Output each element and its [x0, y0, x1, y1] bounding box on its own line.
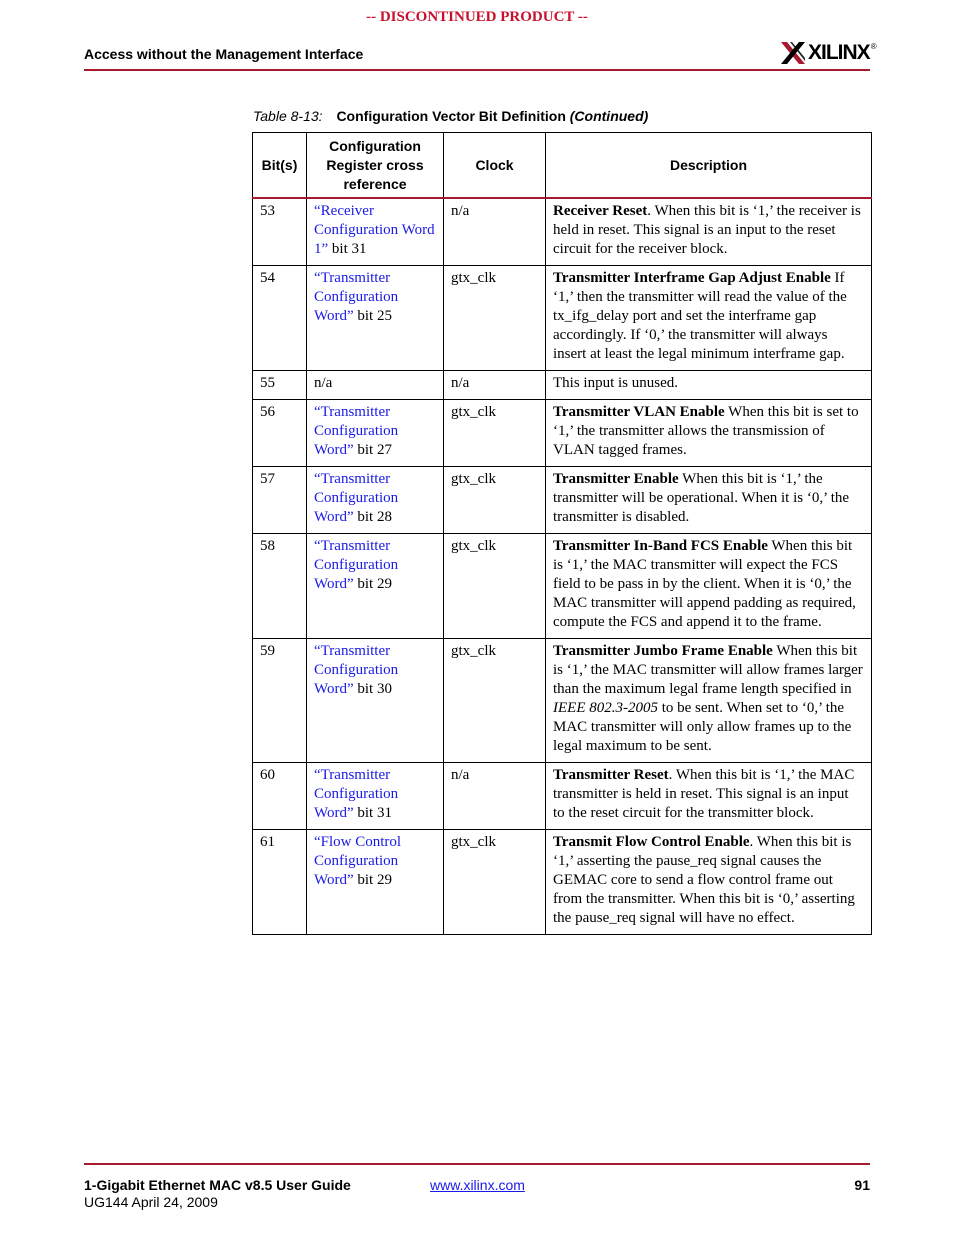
description-text: . When this bit is ‘1,’ the MAC transmitter is held in reset. This signal is an input to the reset circuit for the transmitter block.	[553, 767, 859, 821]
clock-cell: gtx_clk	[444, 467, 546, 534]
bit-cell: 59	[253, 639, 307, 763]
reference-cell	[307, 400, 444, 467]
reference-bit-suffix: bit 30	[353, 681, 392, 697]
table-caption	[253, 108, 648, 124]
clock-cell: gtx_clk	[444, 266, 546, 371]
description-text: When this bit is ‘1,’ the MAC transmitter will expect the FCS field to be pass in by the client. When it is ‘0,’ the MAC transmitter will append padding as required, compute the FCS and append it to the frame.	[553, 538, 860, 630]
clock-cell: n/a	[444, 763, 546, 830]
caption-label: Table 8-13:	[253, 108, 323, 124]
column-header-clock: Clock	[444, 133, 546, 199]
bit-cell: 53	[253, 198, 307, 266]
reference-cell	[307, 198, 444, 266]
clock-cell: gtx_clk	[444, 400, 546, 467]
standard-reference: IEEE 802.3-2005	[553, 700, 658, 716]
signal-name: Transmitter VLAN Enable	[553, 404, 725, 420]
reference-cell	[307, 371, 444, 400]
reference-cell	[307, 830, 444, 935]
signal-name: Transmitter Enable	[553, 471, 679, 487]
guide-title: 1-Gigabit Ethernet MAC v8.5 User Guide	[84, 1177, 351, 1193]
signal-name: Transmitter Interframe Gap Adjust Enable	[553, 270, 831, 286]
xilinx-x-mark-icon	[780, 40, 806, 66]
doc-id: UG144 April 24, 2009	[84, 1194, 218, 1210]
table-row	[253, 266, 872, 371]
website-link[interactable]: www.xilinx.com	[430, 1177, 525, 1193]
reference-bit-suffix: bit 29	[353, 576, 392, 592]
description-text: When this bit is ‘1,’ the MAC transmitter will allow frames larger than the maximum legal frame length specified in	[553, 643, 867, 697]
caption-continued: (Continued)	[569, 108, 649, 124]
register-reference-link[interactable]: “Transmitter Configuration Word”	[314, 471, 399, 525]
clock-cell: n/a	[444, 198, 546, 266]
table-row	[253, 534, 872, 639]
xilinx-logo	[780, 38, 877, 68]
reference-cell	[307, 467, 444, 534]
section-title: Access without the Management Interface	[84, 46, 364, 62]
clock-cell: gtx_clk	[444, 534, 546, 639]
bit-cell: 57	[253, 467, 307, 534]
register-reference-link[interactable]: “Transmitter Configuration Word”	[314, 538, 399, 592]
register-reference-link[interactable]: “Receiver Configuration Word 1”	[314, 203, 435, 257]
table-row	[253, 763, 872, 830]
column-header-bits: Bit(s)	[253, 133, 307, 199]
bit-cell: 58	[253, 534, 307, 639]
footer-rule	[84, 1163, 870, 1165]
signal-name: Transmitter Jumbo Frame Enable	[553, 643, 773, 659]
reference-cell	[307, 763, 444, 830]
reference-bit-suffix: bit 29	[353, 872, 392, 888]
reference-bit-suffix: bit 31	[328, 241, 367, 257]
logo-wordmark: XILINX	[808, 41, 870, 64]
column-header-description: Description	[546, 133, 872, 199]
register-reference-link[interactable]: “Transmitter Configuration Word”	[314, 270, 399, 324]
reference-cell	[307, 639, 444, 763]
description-cell	[546, 371, 872, 400]
header-rule	[84, 69, 870, 71]
reference-bit-suffix: bit 28	[353, 509, 392, 525]
footer-left	[84, 1177, 351, 1211]
description-cell	[546, 534, 872, 639]
register-reference-link[interactable]: “Transmitter Configuration Word”	[314, 404, 399, 458]
register-reference-link[interactable]: “Transmitter Configuration Word”	[314, 643, 399, 697]
registered-mark: ®	[870, 41, 877, 51]
signal-name: Transmit Flow Control Enable	[553, 834, 750, 850]
description-tail: to be sent. When set to ‘0,’ the MAC transmitter will only allow frames up to the legal maximum to be sent.	[553, 700, 856, 754]
table-row	[253, 198, 872, 266]
table-header-row	[253, 133, 872, 199]
discontinued-banner: -- DISCONTINUED PRODUCT --	[366, 9, 588, 25]
bit-cell: 55	[253, 371, 307, 400]
description-cell	[546, 198, 872, 266]
description-cell	[546, 639, 872, 763]
bit-cell: 54	[253, 266, 307, 371]
reference-cell	[307, 266, 444, 371]
description-text: When this bit is set to ‘1,’ the transmitter allows the transmission of VLAN tagged frames.	[553, 404, 863, 458]
signal-name: Transmitter In-Band FCS Enable	[553, 538, 768, 554]
description-cell	[546, 467, 872, 534]
table-row	[253, 371, 872, 400]
table-row	[253, 400, 872, 467]
bit-cell: 56	[253, 400, 307, 467]
config-vector-table	[252, 132, 872, 935]
clock-cell: n/a	[444, 371, 546, 400]
reference-bit-suffix: bit 25	[353, 308, 392, 324]
description-cell	[546, 830, 872, 935]
signal-name: Transmitter Reset	[553, 767, 669, 783]
signal-name: Receiver Reset	[553, 203, 648, 219]
reference-bit-suffix: bit 27	[353, 442, 392, 458]
description-cell	[546, 400, 872, 467]
caption-title: Configuration Vector Bit Definition	[336, 108, 566, 124]
description-cell	[546, 266, 872, 371]
bit-cell: 60	[253, 763, 307, 830]
column-header-reference: Configuration Register cross reference	[307, 133, 444, 199]
table-row	[253, 830, 872, 935]
register-reference-link[interactable]: “Transmitter Configuration Word”	[314, 767, 399, 821]
reference-bit-suffix: bit 31	[353, 805, 392, 821]
clock-cell: gtx_clk	[444, 830, 546, 935]
register-reference-link[interactable]: “Flow Control Configuration Word”	[314, 834, 402, 888]
table-row	[253, 639, 872, 763]
clock-cell: gtx_clk	[444, 639, 546, 763]
bit-cell: 61	[253, 830, 307, 935]
description-text: This input is unused.	[553, 375, 679, 391]
description-text: . When this bit is ‘1,’ the receiver is held in reset. This signal is an input to the reset circuit for the receiver block.	[553, 203, 865, 257]
description-text: If ‘1,’ then the transmitter will read the value of the tx_ifg_delay port and set the interframe gap accordingly. If ‘0,’ the transmitter will always insert at least the legal minimum interframe gap.	[553, 270, 851, 362]
reference-bit-suffix: n/a	[314, 375, 333, 391]
description-text: . When this bit is ‘1,’ asserting the pause_req signal causes the GEMAC core to send a flow control frame out from the transmitter. When this bit is ‘0,’ asserting the pause_req signal will have no effect.	[553, 834, 859, 926]
description-text: When this bit is ‘1,’ the transmitter will be operational. When it is ‘0,’ the transmitter is disabled.	[553, 471, 853, 525]
reference-cell	[307, 534, 444, 639]
table-row	[253, 467, 872, 534]
description-cell	[546, 763, 872, 830]
page-number: 91	[854, 1177, 870, 1193]
